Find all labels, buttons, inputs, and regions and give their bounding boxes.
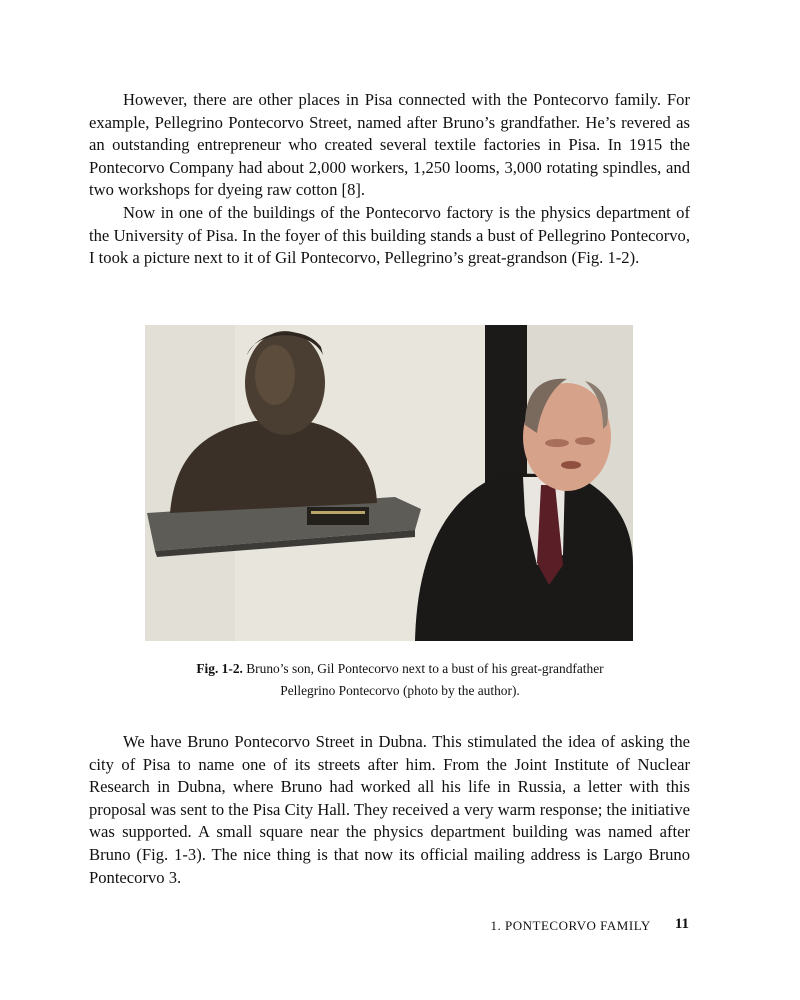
paragraph: Now in one of the buildings of the Pontecorvo factory is the physics department of the University of Pisa. In the foyer of this building stands a bust of Pellegrino Pontecorvo, I took a picture next to it of Gil Pontecorvo, Pellegrino’s great-grandson (Fig. 1-2). bbox=[89, 202, 690, 268]
figure-photo bbox=[145, 325, 633, 641]
body-text-bottom bbox=[89, 731, 690, 889]
running-head bbox=[491, 918, 690, 934]
page-number: 11 bbox=[674, 916, 689, 932]
chapter-title: 1. PONTECORVO FAMILY bbox=[490, 918, 651, 933]
paragraph: However, there are other places in Pisa connected with the Pontecorvo family. For example, Pellegrino Pontecorvo Street, named after Bruno’s grandfather. He’s revered as an outstanding entrepreneur who created several textile factories in Pisa. In 1915 the Pontecorvo Company had about 2,000 workers, 1,250 looms, 3,000 rotating spindles, and two workshops for dyeing raw cotton [8]. bbox=[89, 90, 690, 200]
paragraph: We have Bruno Pontecorvo Street in Dubna. This stimulated the idea of asking the city of Pisa to name one of its streets after him. From the Joint Institute of Nuclear Research in Dubna, where Bruno had worked all his life in Russia, a letter with this proposal was sent to the Pisa City Hall. They received a very warm response; the initiative was supported. A small square near the physics department building was named after Bruno (Fig. 1-3). The nice thing is that now its official mailing address is Largo Bruno Pontecorvo 3. bbox=[89, 732, 690, 887]
figure-label: Fig. 1-2. bbox=[196, 661, 243, 676]
caption-line-1 bbox=[80, 658, 720, 680]
caption-text-1: Bruno’s son, Gil Pontecorvo next to a bust of his great-grandfather bbox=[246, 661, 604, 676]
figure-caption bbox=[80, 658, 720, 701]
photo-bust-and-man bbox=[145, 325, 633, 641]
caption-line-2: Pellegrino Pontecorvo (photo by the author). bbox=[280, 682, 520, 698]
body-text-top bbox=[89, 89, 690, 270]
